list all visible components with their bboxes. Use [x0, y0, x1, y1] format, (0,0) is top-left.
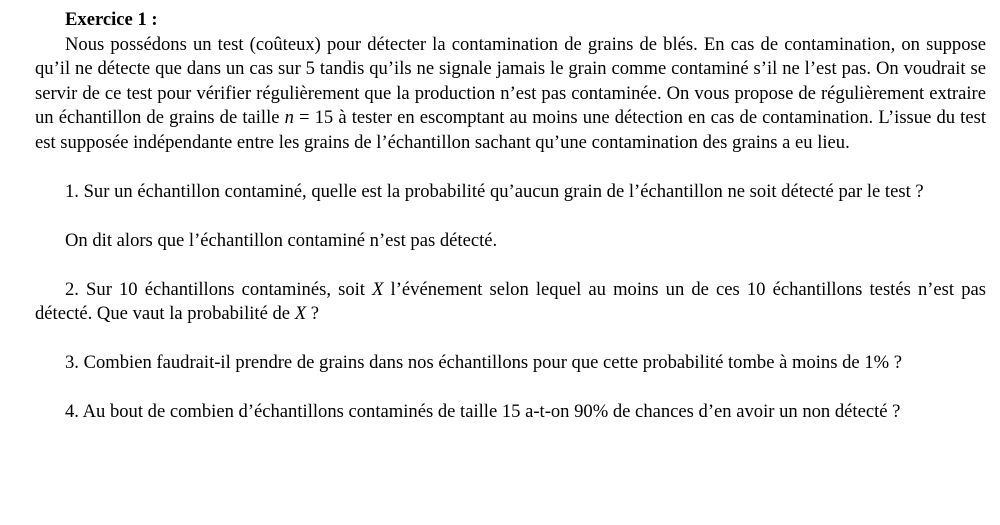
question-2 [35, 278, 986, 327]
exercise-intro [35, 33, 986, 156]
question-2-part-a: 2. Sur 10 échantillons contaminés, soit [65, 278, 373, 300]
question-3: 3. Combien faudrait-il prendre de grains dans nos échantillons pour que cette probabilité tombe à moins de 1% ? [65, 352, 903, 373]
exercise-title: Exercice 1 : [65, 9, 158, 30]
question-1: 1. Sur un échantillon contaminé, quelle est la probabilité qu’aucun grain de l’échantillon ne soit détecté par le test ? [65, 180, 924, 202]
intro-variable-n: n [284, 107, 294, 128]
event-x: X [372, 278, 384, 300]
intro-text-end: à tester en escomptant au moins une détection en cas de contamination. L’issue du test est supposée indépendante entre les grains de l’échantillon sachant qu’une contamination des grains a eu lieu. [35, 107, 986, 153]
question-4: 4. Au bout de combien d’échantillons contaminés de taille 15 a-t-on 90% de chances d’en avoir un non détecté ? [65, 401, 901, 422]
question-2-part-c: ? [306, 303, 319, 324]
question-2-part-b: l’événement selon lequel au moins un de ces 10 échantillons testés n’est pas détecté. Que vaut la probabilité de [35, 278, 986, 324]
intro-equals-15: = 15 [293, 107, 334, 128]
event-x-2: X [294, 303, 307, 324]
intro-text: Nous possédons un test (coûteux) pour détecter la contamination de grains de blés. En cas de contamination, on suppose qu’il ne détecte que dans un cas sur 5 tandis qu’ils ne signale jamais le grain comme contaminé s’il ne l’est pas. On voudrait se servir de ce test pour vérifier régulièrement que la production n’est pas contaminée. On vous propose de régulièrement extraire un échantillon de grains de taille [35, 33, 986, 128]
question-1-note: On dit alors que l’échantillon contaminé n’est pas détecté. [65, 229, 498, 251]
